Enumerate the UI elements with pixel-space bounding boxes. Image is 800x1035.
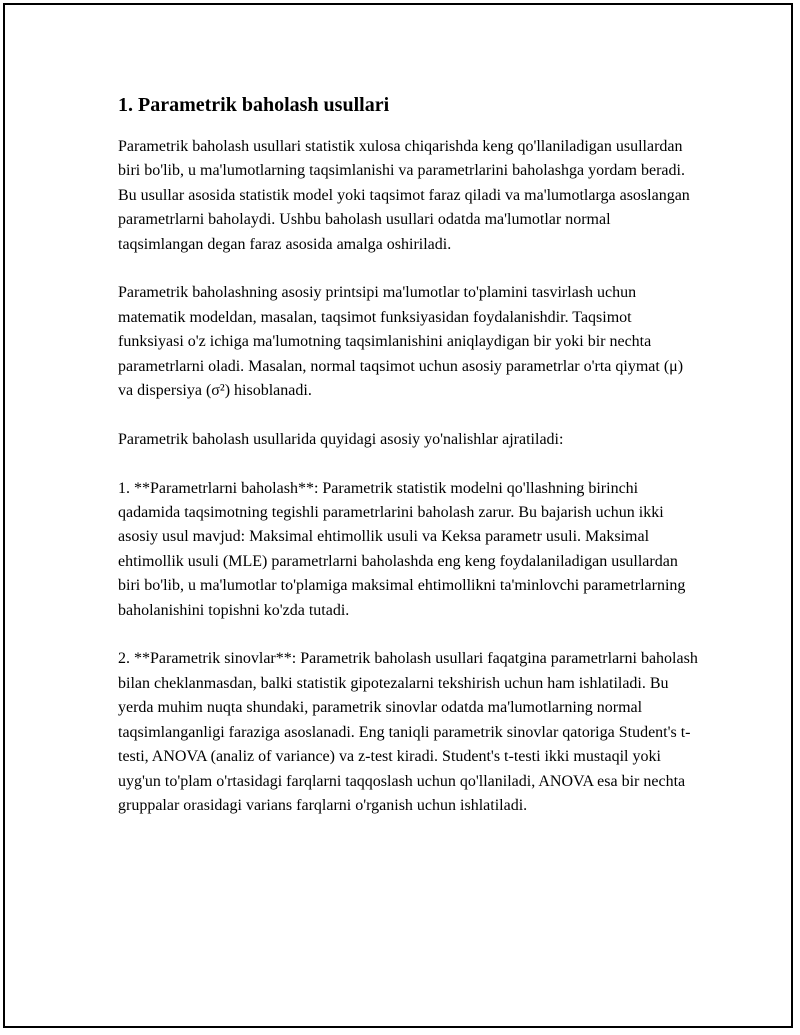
paragraph-parametric-tests: 2. **Parametrik sinovlar**: Parametrik baholash usullari faqatgina parametrlarni baholash bilan cheklanmasdan, balki statistik gipotezalarni tekshirish uchun ham ishlatiladi. Bu yerda muhim nuqta shundaki, parametrik sinovlar odatda ma'lumotlarning normal taqsimlanganligi faraziga asoslanadi. Eng taniqli parametrik sinovlar qatoriga Student's t-testi, ANOVA (analiz of variance) va z-test kiradi. Student's t-testi ikki mustaqil yoki uyg'un to'plam o'rtasidagi farqlarni taqqoslash uchun qo'llaniladi, ANOVA esa bir nechta gruppalar orasidagi varians farqlarni o'rganish uchun ishlatiladi.: [118, 650, 698, 814]
document-body: [118, 92, 698, 843]
paragraph-intro: Parametrik baholash usullari statistik xulosa chiqarishda keng qo'llaniladigan usullardan biri bo'lib, u ma'lumotlarning taqsimlanishi va parametrlarini baholashga yordam beradi. Bu usullar asosida statistik model yoki taqsimot faraz qiladi va ma'lumotlarga asoslangan parametrlarni baholaydi. Ushbu baholash usullari odatda ma'lumotlar normal taqsimlangan degan faraz asosida amalga oshiriladi.: [118, 138, 690, 253]
paragraph-parameter-estimation: 1. **Parametrlarni baholash**: Parametrik statistik modelni qo'llashning birinchi qadamida taqsimotning tegishli parametrlarini baholash zarur. Bu bajarish uchun ikki asosiy usul mavjud: Maksimal ehtimollik usuli va Keksa parametr usuli. Maksimal ehtimollik usuli (MLE) parametrlarni baholashda eng keng foydalaniladigan usullardan biri bo'lib, u ma'lumotlar to'plamiga maksimal ehtimollikni ta'minlovchi parametrlarning baholanishini topishni ko'zda tutadi.: [118, 479, 686, 619]
paragraph-principle: Parametrik baholashning asosiy printsipi ma'lumotlar to'plamini tasvirlash uchun matematik modeldan, masalan, taqsimot funksiyasidan foydalanishdir. Taqsimot funksiyasi o'z ichiga ma'lumotning taqsimlanishini aniqlaydigan bir yoki bir nechta parametrlarni oladi. Masalan, normal taqsimot uchun asosiy parametrlar o'rta qiymat (μ) va dispersiya (σ²) hisoblanadi.: [118, 284, 684, 400]
paragraph-directions: Parametrik baholash usullarida quyidagi asosiy yo'nalishlar ajratiladi:: [118, 430, 564, 448]
section-heading: 1. Parametrik baholash usullari: [118, 94, 390, 116]
